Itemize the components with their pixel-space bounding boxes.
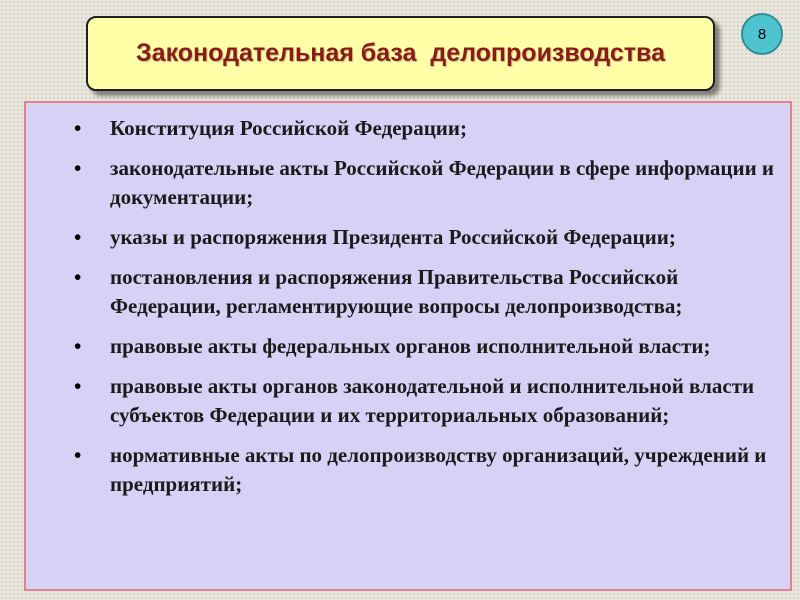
list-item [26, 223, 790, 252]
title-box [86, 16, 715, 91]
bullet-icon: • [74, 156, 82, 180]
list-item [26, 332, 790, 361]
list-item-text: правовые акты органов законодательной и исполнительной власти субъектов Федерации и их территориальных образований; [110, 374, 755, 427]
list-item [26, 372, 790, 430]
bullet-icon: • [74, 443, 82, 467]
list-item-text: нормативные акты по делопроизводству организаций, учреждений и предприятий; [110, 443, 767, 496]
slide-title: Законодательная база делопроизводства [136, 39, 665, 67]
bullet-icon: • [74, 265, 82, 289]
list-item-text: Конституция Российской Федерации; [110, 116, 467, 140]
list-item [26, 441, 790, 499]
list-item-text: законодательные акты Российской Федерации в сфере информации и документации; [110, 156, 775, 209]
list-item [26, 114, 790, 143]
list-item-text: правовые акты федеральных органов исполнительной власти; [110, 334, 711, 358]
list-item-text: постановления и распоряжения Правительства Российской Федерации, регламентирующие вопросы делопроизводства; [110, 265, 683, 318]
bullet-list [26, 103, 790, 499]
page-number-badge [741, 13, 783, 55]
bullet-icon: • [74, 334, 82, 358]
list-item [26, 154, 790, 212]
page-number: 8 [757, 25, 767, 43]
list-item-text: указы и распоряжения Президента Российской Федерации; [110, 225, 676, 249]
list-item [26, 263, 790, 321]
content-panel [24, 101, 792, 591]
bullet-icon: • [74, 225, 82, 249]
bullet-icon: • [74, 116, 82, 140]
bullet-icon: • [74, 374, 82, 398]
